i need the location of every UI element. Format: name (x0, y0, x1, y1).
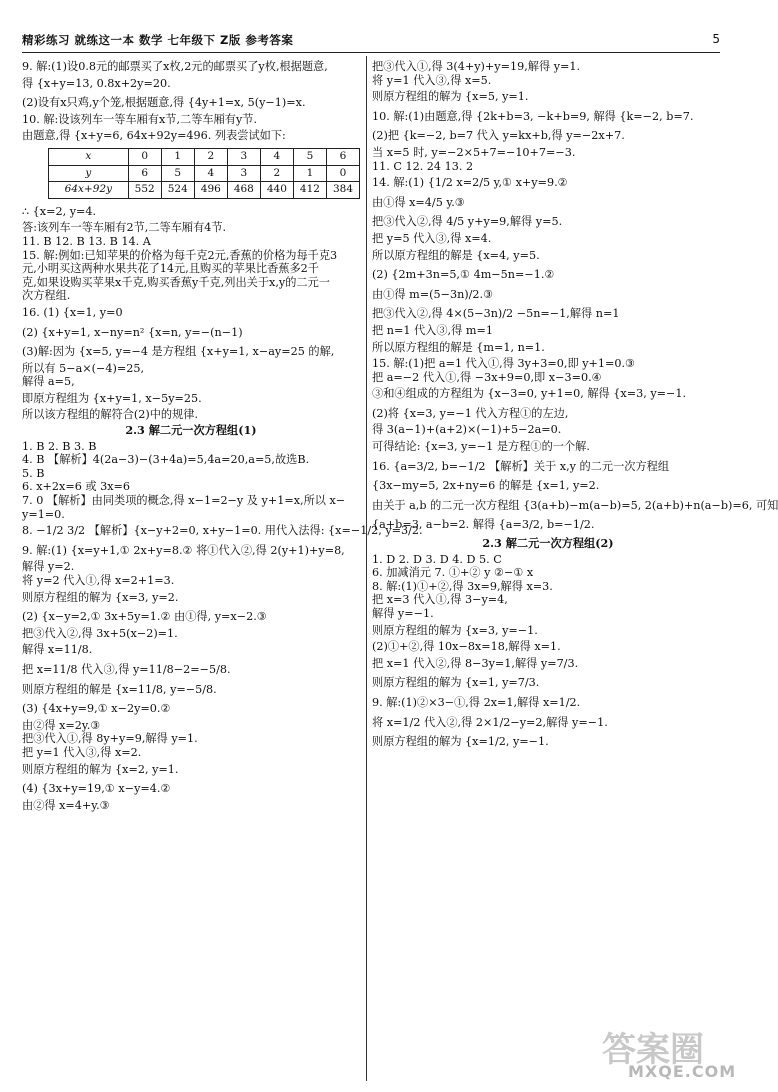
text-line: 将 x=1/2 代入②,得 2×1/2−y=2,解得 y=−1. (372, 715, 608, 729)
text-line: 答:该列车一等车厢有2节,二等车厢有4节. (22, 221, 227, 235)
table-cell: 440 (260, 182, 293, 199)
text-line: 7. 0 【解析】由同类项的概念,得 x−1=2−y 及 y+1=x,所以 x− (22, 494, 346, 508)
text-line: 14. 解:(1) {1/2 x=2/5 y,① x+y=9.② (372, 176, 568, 190)
text-line: 解得 y=−1. (372, 607, 434, 620)
table-cell: 4 (194, 165, 227, 182)
text-line: (4) {3x+y=19,① x−y=4.② (22, 782, 171, 796)
text-line: 所以原方程组的解是 {m=1, n=1. (372, 340, 545, 354)
text-line: 得 {x+y=13, 0.8x+2y=20. (22, 76, 171, 90)
text-line: (3)解:因为 {x=5, y=−4 是方程组 {x+y=1, x−ay=25 的解, (22, 345, 335, 359)
table-cell: 524 (161, 182, 194, 199)
text-line: 8. −1/2 3/2 【解析】{x−y+2=0, x+y−1=0. 用代入法得: {x=−1/2, y=3/2. (22, 524, 423, 538)
text-line: 则原方程组的解为 {x=2, y=1. (22, 762, 179, 776)
text-line: 将 y=1 代入③,得 x=5. (372, 73, 492, 87)
text-line: (2)把 {k=−2, b=7 代入 y=kx+b,得 y=−2x+7. (372, 129, 625, 143)
text-line: {3x−my=5, 2x+ny=6 的解是 {x=1, y=2. (372, 479, 600, 493)
text-line: 把 a=−2 代入①,得 −3x+9=0,即 x−3=0.④ (372, 370, 602, 384)
text-line: 把 x=1 代入②,得 8−3y=1,解得 y=7/3. (372, 656, 579, 670)
text-line: (2)将 {x=3, y=−1 代入方程①的左边, (372, 406, 569, 420)
table-cell: x (49, 148, 129, 165)
table-cell: 0 (326, 165, 359, 182)
watermark-url: MXQE.COM (628, 1062, 737, 1081)
table-cell: 384 (326, 182, 359, 199)
text-line: {a+b=3, a−b=2. 解得 {a=3/2, b=−1/2. (372, 518, 595, 532)
text-line: y=1=0. (22, 507, 65, 521)
text-line: 把③代入②,得 4×(5−3n)/2 −5n=−1,解得 n=1 (372, 307, 620, 321)
text-line: 1. B 2. B 3. B (22, 439, 97, 453)
table-row (49, 182, 360, 199)
watermark-logo (598, 1022, 738, 1084)
text-line: (2) {x+y=1, x−ny=n² {x=n, y=−(n−1) (22, 325, 243, 339)
text-line: 当 x=5 时, y=−2×5+7=−10+7=−3. (372, 145, 576, 159)
text-line: 则原方程组的解为 {x=3, y=2. (22, 590, 179, 604)
table-cell: 1 (161, 148, 194, 165)
table-cell: 6 (128, 165, 161, 182)
header-title: 精彩练习 就练这一本 数学 七年级下 Z版 参考答案 (22, 33, 294, 47)
text-line: 则原方程组的解为 {x=3, y=−1. (372, 623, 538, 637)
text-line: 由①得 x=4/5 y.③ (372, 195, 465, 209)
text-line: 把 x=11/8 代入③,得 y=11/8−2=−5/8. (22, 662, 231, 676)
table-cell: 64x+92y (49, 182, 129, 199)
table-cell: 5 (293, 148, 326, 165)
page-number: 5 (712, 32, 720, 46)
text-line: 把③代入②,得 3x+5(x−2)=1. (22, 626, 178, 640)
text-line: (2) {x−y=2,① 3x+5y=1.② 由①得, y=x−2.③ (22, 610, 267, 624)
text-line: 把 x=3 代入①,得 3−y=4, (372, 593, 508, 607)
text-line: 克,如果设购买苹果x千克,购买香蕉y千克,列出关于x,y的二元一 (22, 275, 330, 289)
text-line: 9. 解:(1)②×3−①,得 2x=1,解得 x=1/2. (372, 695, 581, 709)
table-cell: 3 (227, 148, 260, 165)
text-line: 15. 解:例如:已知苹果的价格为每千克2元,香蕉的价格为每千克3 (22, 248, 338, 262)
table-cell: y (49, 165, 129, 182)
text-line: 所以有 5−a×(−4)=25, (22, 361, 145, 375)
text-line: 16. {a=3/2, b=−1/2 【解析】关于 x,y 的二元一次方程组 (372, 459, 670, 473)
text-line: 即原方程组为 {x+y=1, x−5y=25. (22, 391, 202, 405)
text-line: 由①得 m=(5−3n)/2.③ (372, 287, 494, 301)
text-line: 可得结论: {x=3, y=−1 是方程①的一个解. (372, 440, 590, 454)
text-line: 则原方程组的解为 {x=5, y=1. (372, 90, 529, 104)
text-line: 则原方程组的解为 {x=1, y=7/3. (372, 676, 540, 690)
table-cell: 468 (227, 182, 260, 199)
text-line: 把③代入②,得 4/5 y+y=9,解得 y=5. (372, 215, 563, 229)
text-line: (2) {2m+3n=5,① 4m−5n=−1.② (372, 268, 555, 282)
text-line: 把 y=1 代入③,得 x=2. (22, 745, 142, 759)
text-line: (3) {4x+y=9,① x−2y=0.② (22, 702, 171, 716)
table-cell: 1 (293, 165, 326, 182)
text-line: 由②得 x=2y.③ (22, 718, 101, 732)
text-line: ③和④组成的方程组为 {x−3=0, y+1=0, 解得 {x=3, y=−1. (372, 387, 687, 401)
text-line: 6. x+2x=6 或 3x=6 (22, 480, 131, 494)
section-heading: 2.3 解二元一次方程组(2) (482, 536, 614, 551)
text-line: (2)①+②,得 10x−8x=18,解得 x=1. (372, 640, 561, 654)
text-line: 16. (1) {x=1, y=0 (22, 305, 123, 319)
text-line: 则原方程组的解为 {x=1/2, y=−1. (372, 735, 549, 749)
table-cell: 0 (128, 148, 161, 165)
text-line: 把 n=1 代入③,得 m=1 (372, 323, 493, 337)
text-line: 4. B 【解析】4(2a−3)−(3+4a)=5,4a=20,a=5,故选B. (22, 453, 310, 467)
right-column (372, 60, 778, 752)
table-cell: 3 (227, 165, 260, 182)
text-line: 9. 解:(1) {x=y+1,① 2x+y=8.② 将①代入②,得 2(y+1)+y=8, (22, 543, 345, 557)
text-line: 11. C 12. 24 13. 2 (372, 159, 474, 173)
text-line: 把③代入①,得 3(4+y)+y=19,解得 y=1. (372, 60, 581, 73)
text-line: 1. D 2. D 3. D 4. D 5. C (372, 552, 502, 566)
text-line: 15. 解:(1)把 a=1 代入①,得 3y+3=0,即 y+1=0.③ (372, 357, 636, 371)
text-line: 10. 解:设该列车一等车厢有x节,二等车厢有y节. (22, 112, 258, 126)
text-line: 则原方程组的解是 {x=11/8, y=−5/8. (22, 682, 217, 696)
text-line: 由②得 x=4+y.③ (22, 798, 110, 812)
page-header (22, 30, 720, 53)
text-line: ∴ {x=2, y=4. (22, 204, 97, 218)
text-line: 得 3(a−1)+(a+2)×(−1)+5−2a=0. (372, 423, 562, 437)
table-cell: 412 (293, 182, 326, 199)
text-line: 9. 解:(1)设0.8元的邮票买了x枚,2元的邮票买了y枚,根据题意, (22, 60, 328, 73)
table-cell: 496 (194, 182, 227, 199)
text-line: 把 y=5 代入③,得 x=4. (372, 231, 492, 245)
text-line: 把③代入①,得 8y+y=9,解得 y=1. (22, 732, 198, 746)
text-line: 由题意,得 {x+y=6, 64x+92y=496. 列表尝试如下: (22, 129, 286, 143)
column-divider (366, 56, 367, 1081)
text-line: 10. 解:(1)由题意,得 {2k+b=3, −k+b=9, 解得 {k=−2, b=7. (372, 109, 694, 123)
table-row (49, 165, 360, 182)
text-line: (2)设有x只鸡,y个笼,根据题意,得 {4y+1=x, 5(y−1)=x. (22, 96, 306, 110)
text-line: 解得 a=5, (22, 375, 75, 389)
table-cell: 2 (194, 148, 227, 165)
text-line: 次方程组. (22, 289, 71, 303)
text-line: 11. B 12. B 13. B 14. A (22, 234, 151, 248)
table-cell: 6 (326, 148, 359, 165)
text-line: 元,小明买这两种水果共花了14元,且购买的苹果比香蕉多2千 (22, 262, 319, 276)
trial-table (48, 148, 360, 199)
text-line: 8. 解:(1)①+②,得 3x=9,解得 x=3. (372, 579, 553, 593)
table-row (49, 148, 360, 165)
table-cell: 2 (260, 165, 293, 182)
text-line: 所以原方程组的解是 {x=4, y=5. (372, 248, 540, 262)
text-line: 由关于 a,b 的二元一次方程组 {3(a+b)−m(a−b)=5, 2(a+b)+n(a−b)=6, 可知 (372, 498, 778, 512)
text-line: 5. B (22, 466, 45, 480)
text-line: 6. 加减消元 7. ①+② y ②−① x (372, 566, 534, 580)
table-cell: 552 (128, 182, 161, 199)
text-line: 将 y=2 代入①,得 x=2+1=3. (22, 574, 175, 587)
text-line: 解得 x=11/8. (22, 643, 93, 657)
watermark-text: 答案圈 (602, 1030, 704, 1070)
table-cell: 5 (161, 165, 194, 182)
table-cell: 4 (260, 148, 293, 165)
text-line: 解得 y=2. (22, 560, 75, 574)
text-line: 所以该方程组的解符合(2)中的规律. (22, 408, 199, 422)
section-heading: 2.3 解二元一次方程组(1) (125, 423, 257, 438)
